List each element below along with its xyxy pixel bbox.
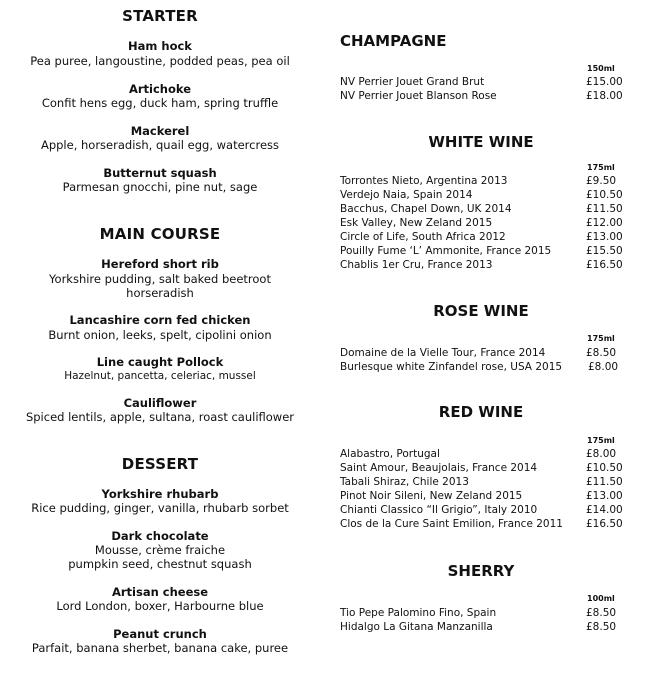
serving-size: 150ml (587, 64, 615, 73)
wine-name: Bacchus, Chapel Down, UK 2014 (340, 203, 512, 215)
serving-size: 100ml (587, 594, 615, 603)
wine-name: Burlesque white Zinfandel rose, USA 2015 (340, 361, 563, 373)
wine-name: Pouilly Fume ‘L’ Ammonite, France 2015 (340, 245, 552, 257)
wine-name: Torrontes Nieto, Argentina 2013 (340, 175, 508, 187)
dish-description: Rice pudding, ginger, vanilla, rhubarb sorbet (31, 501, 289, 515)
wine-price: £16.50 (586, 518, 623, 530)
serving-size: 175ml (587, 436, 615, 445)
section-title-starter: STARTER (122, 7, 198, 25)
dish-description: Apple, horseradish, quail egg, watercress (40, 138, 280, 152)
wine-price: £15.00 (586, 76, 623, 88)
dish-description: Confit hens egg, duck ham, spring truffle (41, 96, 279, 110)
wine-price: £15.50 (586, 245, 623, 257)
wine-name: Clos de la Cure Saint Emilion, France 2011 (340, 518, 563, 530)
dish-name: Mackerel (130, 124, 190, 138)
section-title-white-wine: WHITE WINE (428, 133, 534, 151)
dish-name: Hereford short rib (101, 257, 219, 271)
wine-price: £16.50 (586, 259, 623, 271)
section-title-red-wine: RED WINE (438, 403, 524, 421)
dish-name: Lancashire corn fed chicken (69, 313, 251, 327)
dish-name: Artichoke (128, 82, 192, 96)
wine-name: Chablis 1er Cru, France 2013 (340, 259, 493, 271)
wine-name: Esk Valley, New Zeland 2015 (340, 217, 493, 229)
wine-name: NV Perrier Jouet Blanson Rose (340, 90, 497, 102)
section-title-main-course: MAIN COURSE (99, 225, 221, 243)
dish-description: pumpkin seed, chestnut squash (68, 557, 252, 571)
dish-name: Yorkshire rhubarb (101, 487, 219, 501)
wine-name: Saint Amour, Beaujolais, France 2014 (340, 462, 538, 474)
wine-name: Pinot Noir Sileni, New Zeland 2015 (340, 490, 523, 502)
wine-price: £12.00 (586, 217, 623, 229)
dish-description: Mousse, crème fraiche (94, 543, 226, 557)
wine-price: £8.50 (586, 607, 617, 619)
dish-description: Hazelnut, pancetta, celeriac, mussel (64, 370, 256, 382)
dish-name: Ham hock (128, 39, 192, 53)
dish-description: horseradish (126, 286, 194, 300)
wine-price: £11.50 (586, 203, 623, 215)
dish-name: Cauliflower (123, 396, 197, 410)
wine-price: £13.00 (586, 231, 623, 243)
serving-size: 175ml (587, 334, 615, 343)
section-title-champagne: CHAMPAGNE (340, 32, 447, 50)
dish-name: Line caught Pollock (96, 355, 224, 369)
wine-price: £14.00 (586, 504, 623, 516)
dish-description: Parmesan gnocchi, pine nut, sage (62, 180, 258, 194)
wine-price: £8.50 (586, 621, 617, 633)
wine-name: Hidalgo La Gitana Manzanilla (340, 621, 493, 633)
wine-price: £10.50 (586, 189, 623, 201)
dish-description: Yorkshire pudding, salt baked beetroot (49, 272, 271, 286)
wine-name: Circle of Life, South Africa 2012 (340, 231, 506, 243)
dish-description: Parfait, banana sherbet, banana cake, puree (31, 641, 289, 655)
wine-name: Verdejo Naia, Spain 2014 (340, 189, 473, 201)
wine-name: Tio Pepe Palomino Fino, Spain (340, 607, 497, 619)
dish-description: Pea puree, langoustine, podded peas, pea oil (30, 54, 290, 68)
wine-price: £8.00 (586, 448, 617, 460)
dish-description: Burnt onion, leeks, spelt, cipolini onion (48, 328, 272, 342)
wine-price: £11.50 (586, 476, 623, 488)
wine-price: £13.00 (586, 490, 623, 502)
wine-name: Domaine de la Vielle Tour, France 2014 (340, 347, 546, 359)
dish-name: Peanut crunch (113, 627, 207, 641)
wine-price: £10.50 (586, 462, 623, 474)
dish-description: Lord London, boxer, Harbourne blue (56, 599, 264, 613)
wine-name: Chianti Classico “Il Grigio”, Italy 2010 (340, 504, 538, 516)
wine-name: Alabastro, Portugal (340, 448, 440, 460)
wine-price: £9.50 (586, 175, 617, 187)
serving-size: 175ml (587, 163, 615, 172)
dish-name: Artisan cheese (111, 585, 209, 599)
dish-name: Butternut squash (103, 166, 217, 180)
wine-price: £18.00 (586, 90, 623, 102)
wine-price: £8.50 (586, 347, 617, 359)
wine-name: NV Perrier Jouet Grand Brut (340, 76, 485, 88)
wine-name: Tabali Shiraz, Chile 2013 (340, 476, 469, 488)
section-title-rose-wine: ROSE WINE (433, 302, 529, 320)
section-title-dessert: DESSERT (121, 455, 199, 473)
dish-description: Spiced lentils, apple, sultana, roast cauliflower (25, 410, 295, 424)
section-title-sherry: SHERRY (447, 562, 515, 580)
dish-name: Dark chocolate (111, 529, 209, 543)
wine-price: £8.00 (588, 361, 619, 373)
